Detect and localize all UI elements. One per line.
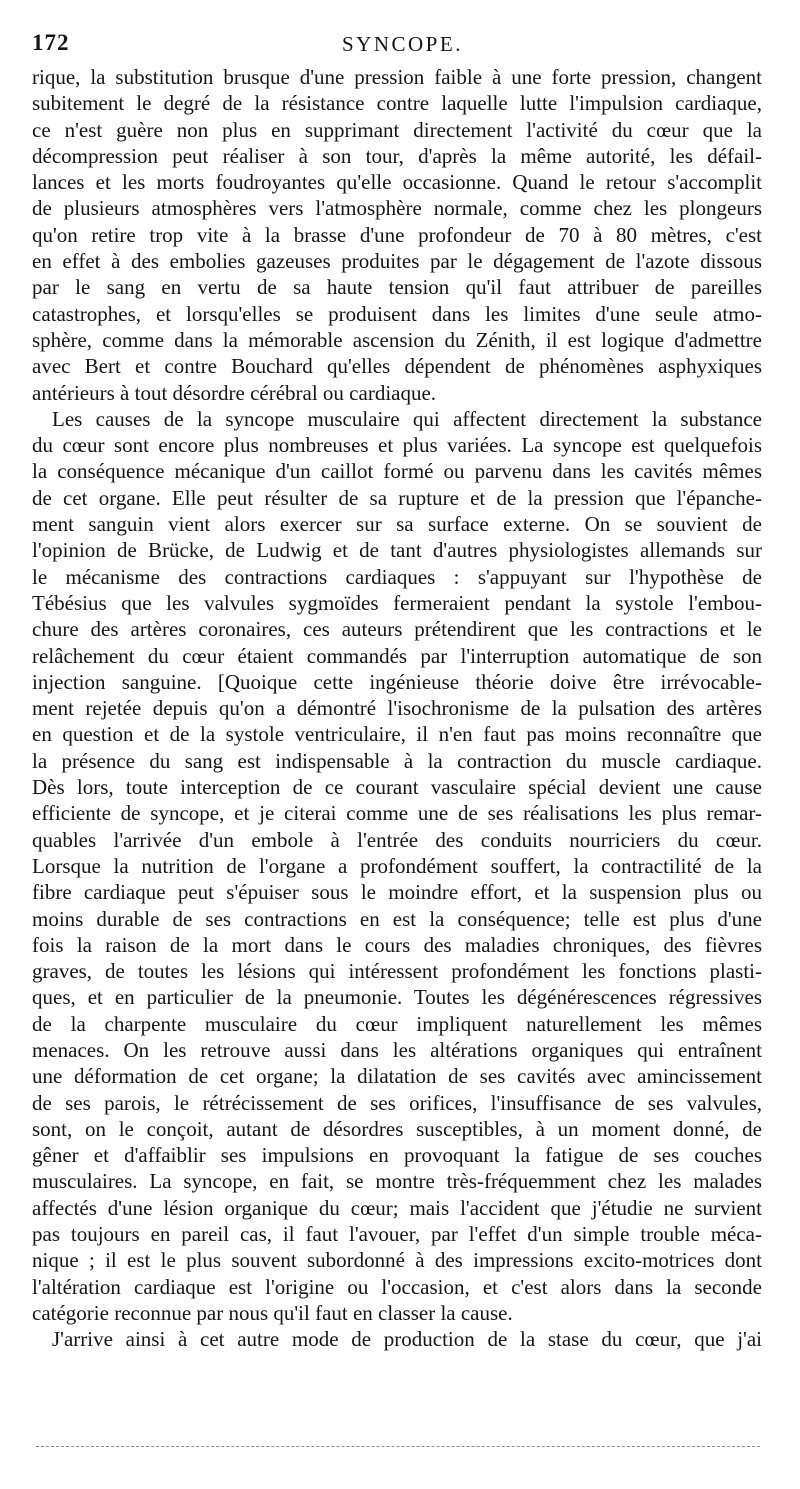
text-line: lances et les morts foudroyantes qu'elle occasionne. Quand le retour s'accomplit <box>32 170 762 195</box>
text-line: graves, de toutes les lésions qui intéressent profondément les fonctions plasti- <box>32 959 762 984</box>
text-line: antérieurs à tout désordre cérébral ou cardiaque. <box>32 380 437 405</box>
text-line: l'altération cardiaque est l'origine ou l'occasion, et c'est alors dans la seconde <box>32 1274 762 1299</box>
text-line: gêner et d'affaiblir ses impulsions en provoquant la fatigue de ses couches <box>32 1143 762 1168</box>
text-line: nique ; il est le plus souvent subordonné à des impressions excito-motrices dont <box>32 1248 762 1273</box>
text-line: ques, et en particulier de la pneumonie. Toutes les dégénérescences régressives <box>32 985 762 1010</box>
text-line: catastrophes, et lorsqu'elles se produisent dans les limites d'une seule atmo- <box>32 301 762 326</box>
footer-rule <box>36 1446 760 1447</box>
text-line: affectés d'une lésion organique du cœur; mais l'accident que j'étudie ne survient <box>32 1195 762 1220</box>
text-line: J'arrive ainsi à cet autre mode de production de la stase du cœur, que j'ai <box>52 1327 762 1352</box>
text-line: de plusieurs atmosphères vers l'atmosphère normale, comme chez les plongeurs <box>32 196 762 221</box>
text-line: le mécanisme des contractions cardiaques : s'appuyant sur l'hypothèse de <box>32 564 762 589</box>
text-line: Les causes de la syncope musculaire qui affectent directement la substance <box>52 406 762 431</box>
body-text <box>32 64 762 1353</box>
text-line: avec Bert et contre Bouchard qu'elles dépendent de phénomènes asphyxiques <box>32 354 762 379</box>
text-line: ment sanguin vient alors exercer sur sa surface externe. On se souvient de <box>32 512 762 537</box>
text-line: par le sang en vertu de sa haute tension qu'il faut attribuer de pareilles <box>32 275 762 300</box>
text-line: la présence du sang est indispensable à la contraction du muscle cardiaque. <box>32 748 762 773</box>
text-line: du cœur sont encore plus nombreuses et plus variées. La syncope est quelquefois <box>32 433 762 458</box>
text-line: menaces. On les retrouve aussi dans les altérations organiques qui entraînent <box>32 1037 762 1062</box>
text-line: efficiente de syncope, et je citerai comme une de ses réalisations les plus remar- <box>32 801 762 826</box>
text-line: relâchement du cœur étaient commandés par l'interruption automatique de son <box>32 643 762 668</box>
text-line: Dès lors, toute interception de ce courant vasculaire spécial devient une cause <box>32 775 762 800</box>
text-line: sphère, comme dans la mémorable ascension du Zénith, il est logique d'admettre <box>32 327 762 352</box>
text-line: sont, on le conçoit, autant de désordres susceptibles, à un moment donné, de <box>32 1116 762 1141</box>
text-line: catégorie reconnue par nous qu'il faut en classer la cause. <box>32 1300 513 1325</box>
text-line: fois la raison de la mort dans le cours des maladies chroniques, des fièvres <box>32 932 762 957</box>
text-line: rique, la substitution brusque d'une pression faible à une forte pression, changent <box>32 65 762 89</box>
text-line: chure des artères coronaires, ces auteurs prétendirent que les contractions et le <box>32 617 762 642</box>
running-head: SYNCOPE. <box>342 32 463 56</box>
text-line: ment rejetée depuis qu'on a démontré l'isochronisme de la pulsation des artères <box>32 696 762 721</box>
text-line: ce n'est guère non plus en supprimant directement l'activité du cœur que la <box>32 117 762 142</box>
page-header <box>32 30 762 60</box>
text-line: en question et de la systole ventriculaire, il n'en faut pas moins reconnaître que <box>32 722 762 747</box>
text-line: décompression peut réaliser à son tour, d'après la même autorité, les défail- <box>32 143 762 168</box>
text-line: injection sanguine. [Quoique cette ingénieuse théorie doive être irrévocable- <box>32 669 762 694</box>
text-line: moins durable de ses contractions en est la conséquence; telle est plus d'une <box>32 906 762 931</box>
text-line: musculaires. La syncope, en fait, se montre très-fréquemment chez les malades <box>32 1169 762 1194</box>
text-line: une déformation de cet organe; la dilatation de ses cavités avec amincissement <box>32 1064 762 1089</box>
text-line: l'opinion de Brücke, de Ludwig et de tant d'autres physiologistes allemands sur <box>32 538 762 563</box>
text-line: de la charpente musculaire du cœur impliquent naturellement les mêmes <box>32 1011 762 1036</box>
text-line: Tébésius que les valvules sygmoïdes fermeraient pendant la systole l'embou- <box>32 590 762 615</box>
text-line: Lorsque la nutrition de l'organe a profondément souffert, la contractilité de la <box>32 853 762 878</box>
text-line: fibre cardiaque peut s'épuiser sous le moindre effort, et la suspension plus ou <box>32 880 762 905</box>
text-line: pas toujours en pareil cas, il faut l'avouer, par l'effet d'un simple trouble méca- <box>32 1222 762 1247</box>
text-line: la conséquence mécanique d'un caillot formé ou parvenu dans les cavités mêmes <box>32 459 762 484</box>
text-line: de cet organe. Elle peut résulter de sa rupture et de la pression que l'épanche- <box>32 485 762 510</box>
text-line: en effet à des embolies gazeuses produites par le dégagement de l'azote dissous <box>32 249 762 274</box>
text-line: quables l'arrivée d'un embole à l'entrée des conduits nourriciers du cœur. <box>32 827 762 852</box>
text-line: qu'on retire trop vite à la brasse d'une profondeur de 70 à 80 mètres, c'est <box>32 222 762 247</box>
page-number: 172 <box>32 30 70 55</box>
text-line: subitement le degré de la résistance contre laquelle lutte l'impulsion cardiaque, <box>32 91 762 116</box>
text-line: de ses parois, le rétrécissement de ses orifices, l'insuffisance de ses valvules, <box>32 1090 762 1115</box>
